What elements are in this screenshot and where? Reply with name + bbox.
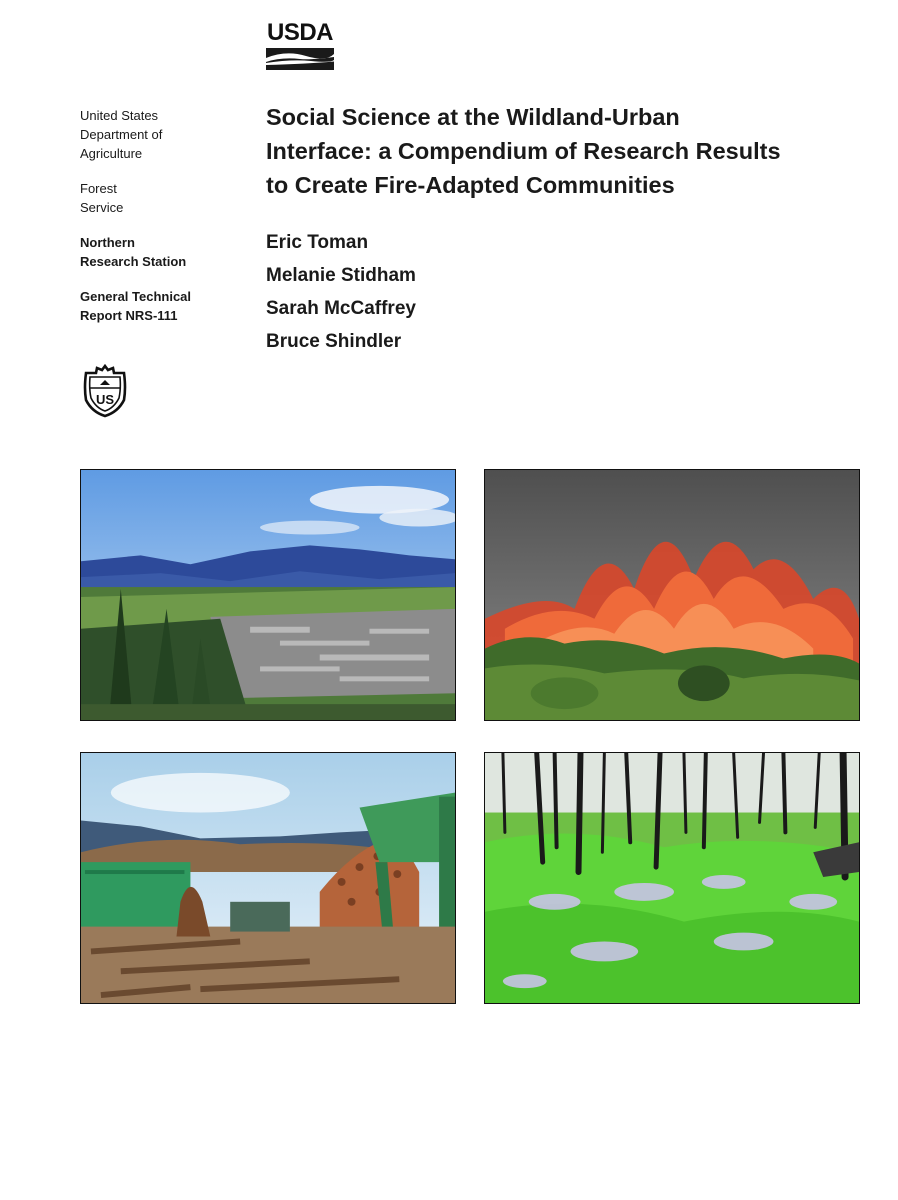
service-line: Service — [80, 200, 124, 215]
author-name: Sarah McCaffrey — [266, 298, 416, 319]
valley-town-photo — [80, 469, 456, 721]
report-number — [80, 287, 240, 325]
burned-forest-regrowth-photo — [484, 752, 860, 1004]
log-yard-photo — [80, 752, 456, 1004]
agency-sidebar — [80, 106, 240, 341]
author-list — [266, 226, 416, 358]
station-line: Northern — [80, 235, 135, 250]
agency-name — [80, 106, 240, 163]
author-name: Eric Toman — [266, 232, 369, 253]
usda-logo-band — [266, 48, 334, 70]
report-line: General Technical — [80, 289, 192, 304]
agency-line: United States — [80, 108, 159, 123]
title-line: Social Science at the Wildland-Urban — [266, 104, 680, 130]
station-line: Research Station — [80, 254, 187, 269]
service-line: Forest — [80, 181, 117, 196]
title-line: Interface: a Compendium of Research Results — [266, 138, 781, 164]
wildfire-photo — [484, 469, 860, 721]
report-title — [266, 100, 886, 202]
agency-line: Agriculture — [80, 146, 143, 161]
usda-logo — [264, 20, 336, 74]
forest-service-shield-icon — [80, 364, 130, 418]
report-line: Report NRS-111 — [80, 308, 178, 323]
service-name — [80, 179, 240, 217]
shield-emblem-text: US — [95, 392, 115, 407]
author-name: Melanie Stidham — [266, 265, 416, 286]
usda-logo-text: USDA — [266, 19, 333, 46]
author-name: Bruce Shindler — [266, 331, 402, 352]
title-line: to Create Fire-Adapted Communities — [266, 172, 675, 198]
station-name — [80, 233, 240, 271]
agency-line: Department of — [80, 127, 163, 142]
